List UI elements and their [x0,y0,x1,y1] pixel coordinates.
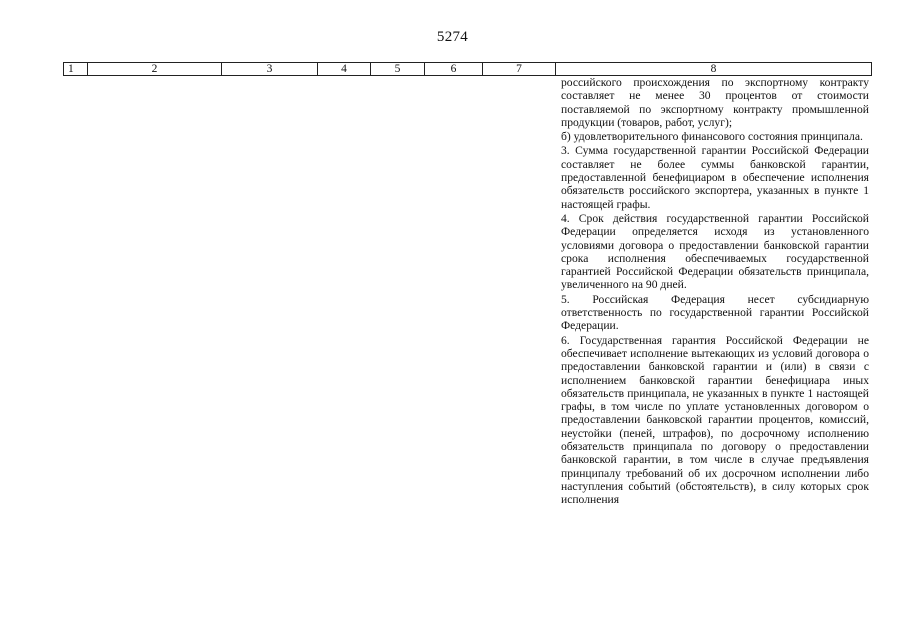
paragraph-item-5: 5. Российская Федерация несет субсидиарную ответственность по государственной гарантии Российской Федерации. [561,292,869,333]
column-8-text [561,76,869,508]
column-header-5: 5 [371,63,425,75]
column-header-4: 4 [318,63,371,75]
column-header-1: 1 [64,63,88,75]
column-header-7: 7 [483,63,556,75]
page-number: 5274 [436,29,469,45]
paragraph-item-6: 6. Государственная гарантия Российской Федерации не обеспечивает исполнение вытекающих из условий договора о предоставлении банковской гарантии и (или) в связи с исполнением банковской гарантии бенефициара иных обязательств принципала, не указанных в пункте 1 настоящей графы, в том числе по уплате установленных договором о предоставлении банковской гарантии процентов, комиссий, неустойки (пеней, штрафов), по досрочному исполнению обязательств принципала по договору о предоставлении банковской гарантии, в том числе в случае предъявления принципалу требований об их досрочном исполнении либо наступления событий (обстоятельств), в силу которых срок исполнения [561,333,869,507]
column-header-3: 3 [222,63,318,75]
column-header-8: 8 [710,63,717,75]
column-header-2: 2 [88,63,222,75]
paragraph-item-4: 4. Срок действия государственной гарантии Российской Федерации определяется исходя из установленного условиями договора о предоставлении банковской гарантии срока исполнения обеспечиваемых государственной гарантией Российской Федерации обязательств принципала, увеличенного на 90 дней. [561,211,869,292]
table-header-row [63,62,872,76]
paragraph-item-3: 3. Сумма государственной гарантии Российской Федерации составляет не более суммы банковской гарантии, предоставленной бенефициаром в обеспечение исполнения обязательств российского экспортера, указанных в пункте 1 настоящей графы. [561,144,869,211]
paragraph-item-b: б) удовлетворительного финансового состояния принципала. [561,130,863,144]
column-header-6: 6 [425,63,483,75]
paragraph-continuation: российского происхождения по экспортному контракту составляет не менее 30 процентов от стоимости поставляемой по экспортному контракту промышленной продукции (товаров, работ, услуг); [561,76,869,129]
